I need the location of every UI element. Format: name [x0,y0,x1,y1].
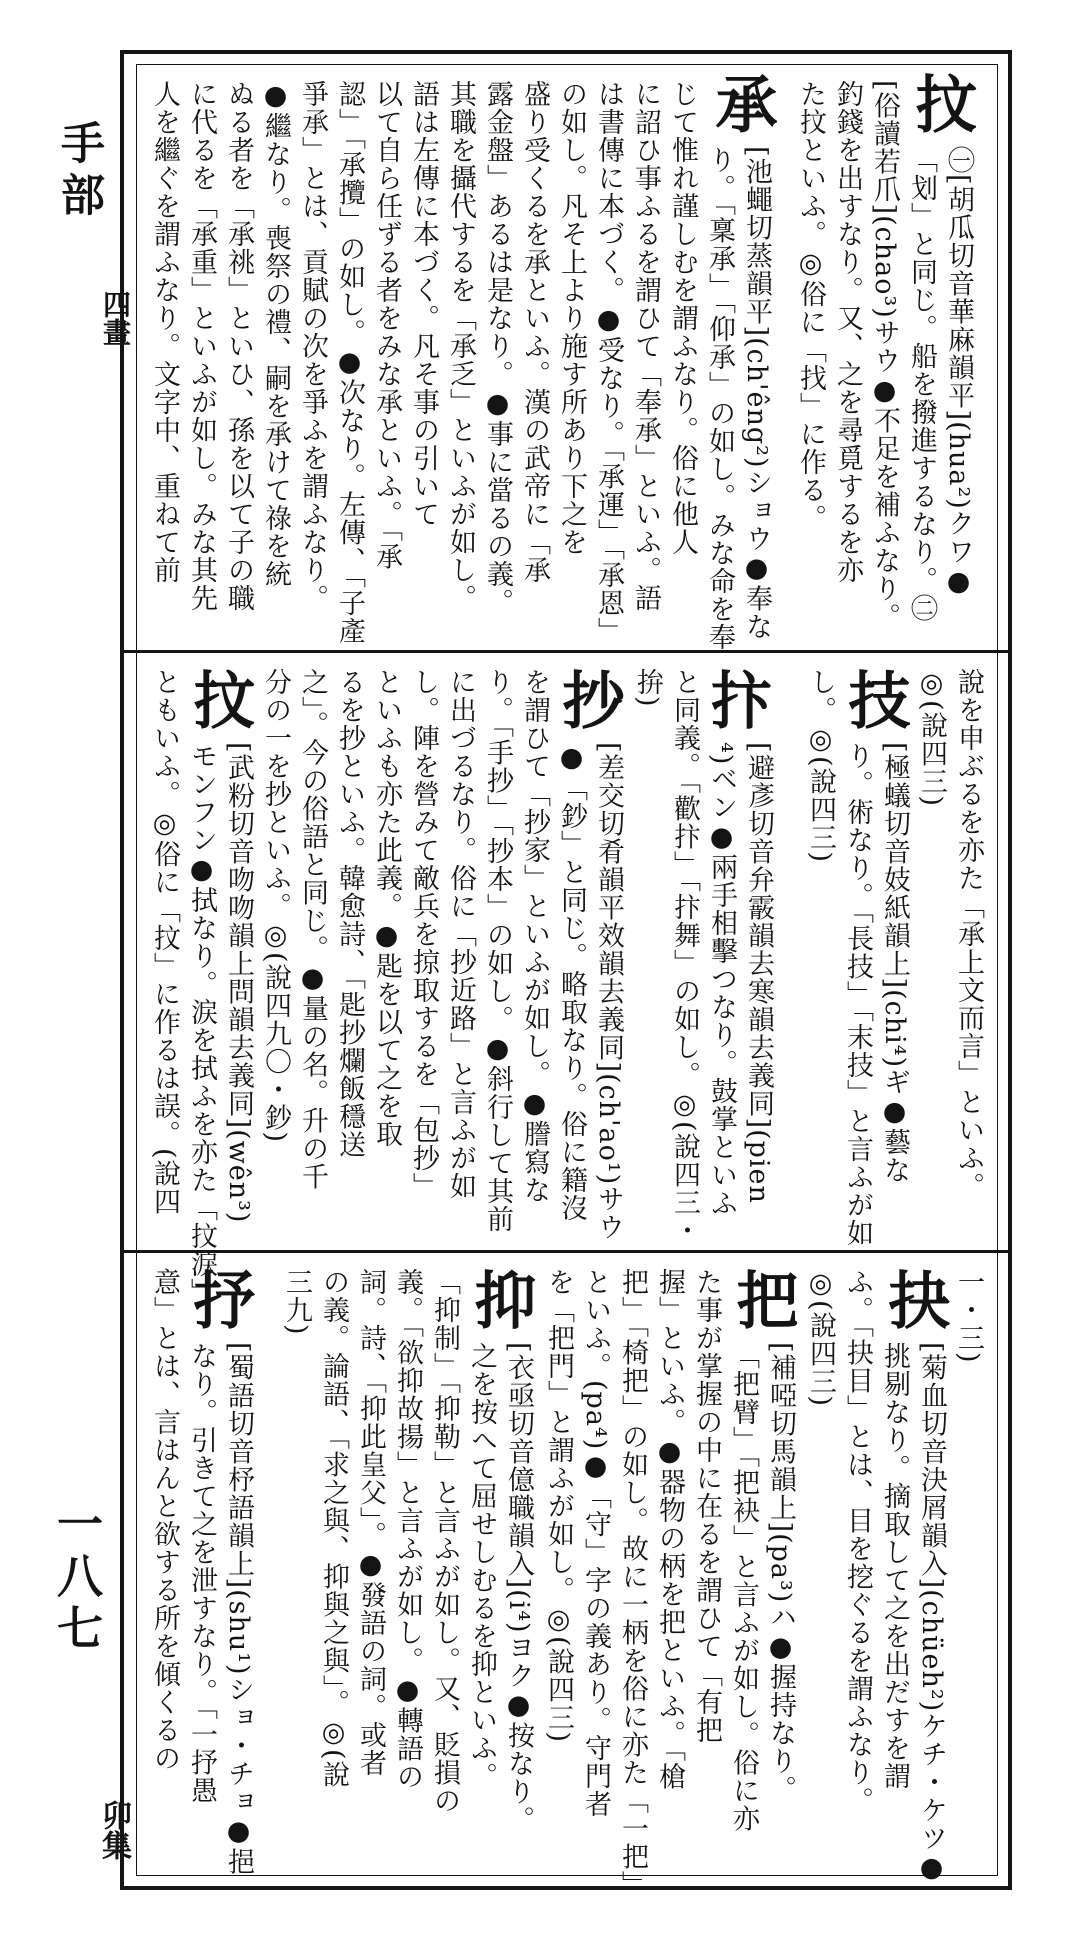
entry-head-chao: 抄 [552,668,625,730]
entry-line: [衣亟切音億職韻入](i⁴)ヨク●按なり。 [503,1342,534,1834]
entry-head-jue: 抉 [878,1268,951,1330]
section-divider [122,650,1010,653]
section-divider [122,1250,1010,1253]
entry-line: ぬる者を「承祧」といひ、孫を以て子の職 [223,80,254,612]
entry-line: に代るを「承重」といふが如し。みな其先 [186,80,217,612]
entry-line: 拚) [632,668,663,708]
page-number: 一八七 [50,1500,104,1656]
entry-line: 盛り受くるを承といふ。漢の武帝に「承 [519,80,550,584]
entry-line: 爭承」とは、貢賦の次を爭ふを謂ふなり。 [297,80,328,612]
entry-line: 其職を攝代するを「承乏」といふが如し。 [445,80,476,612]
entry-head-yi: 抑 [464,1268,537,1330]
entry-line: 「划」と同じ。船を撥進するなり。㊁ [906,146,937,622]
entry-head-shu: 抒 [183,1268,256,1330]
entry-line: の如し。凡そ上より施す所あり下之を [556,80,587,556]
entry-line: 露金盤」あるは是なり。●事に當るの義。 [482,80,513,616]
entry-line: 詞。詩、「抑此皇父」。●發語の詞。或者 [355,1268,386,1777]
entry-head-bian: 抃 [700,668,773,730]
entry-line: に詔ひ事ふるを謂ひて「奉承」といふ。語 [630,80,661,612]
entry-line: 以て自ら任ずる者をみな承といふ。「承 [371,80,402,571]
entry-line: ◎(說四三) [916,668,947,808]
entry-head-cheng: 承 [705,72,778,134]
entry-line: ●「鈔」と同じ。略取なり。俗に籍沒 [556,742,587,1222]
entry-line: ふ。「抉目」とは、目を挖ぐるを謂ふなり。 [842,1268,873,1815]
entry-line: 三九) [281,1268,312,1336]
entry-line: なり。引きて之を泄すなり。「一抒愚 [186,1342,217,1805]
entry-line: 之」。今の俗語と同じ。●量の名。升の千 [297,668,328,1191]
entry-head-ba: 把 [726,1268,799,1330]
entry-line: 認」「承攬」の如し。●次なり。左傳、「子產 [334,80,365,645]
entry-line: [武粉切音吻吻韻上問韻去義同](wên³) [223,742,254,1224]
entry-line: [差交切肴韻平效韻去義同](ch'ao¹)サウ [593,742,624,1242]
entry-line: [極蟻切音妓紙韻上](chi⁴)ギ●藝な [879,742,910,1185]
entry-line: 釣錢を出すなり。又、之を尋覓するを亦 [832,80,863,584]
entry-line: 之を按へて屈せしむるを抑といふ。 [466,1342,497,1790]
entry-line: を謂ひて「抄家」といふが如し。●謄寫な [519,668,550,1204]
entry-line: に出づるなり。俗に「抄近路」と言ふが如 [445,668,476,1200]
entry-line: といふ。(pa⁴)●「守」字の義あり。守門者 [580,1268,611,1819]
entry-line: モンフン●拭なり。涙を拭ふを亦た「抆淚」 [186,742,217,1306]
entry-line: [避彥切音弁霰韻去寒韻去義同](pien [743,742,774,1204]
entry-line: 把」「椅把」の如し。故に一柄を俗に亦た「一把」 [617,1268,648,1899]
entry-line: し。◎(說四三) [805,668,836,864]
entry-line: り。「手抄」「抄本」の如し。●斜行して其前 [482,668,513,1233]
entry-line: た抆といふ。◎俗に「找」に作る。 [795,80,826,532]
entry-line: と同義。「歡抃」「抃舞」の如し。◎(說四三・ [669,668,700,1245]
entry-line: ㊀[胡瓜切音華麻韻平](hua²)クワ● [943,146,974,598]
entry-line: 說を申ぶるを亦た「承上文而言」といふ。 [953,668,984,1200]
volume-label: 卯集 [96,1800,131,1860]
entry-line: 分の一を抄といふ。◎(說四九〇・鈔) [260,668,291,1144]
entry-line: ◎(說四三) [805,1268,836,1408]
entry-line: といふも亦た此義。●匙を以て之を取 [371,668,402,1148]
entry-line: は書傳に本づく。●受なり。「承運」「承恩」 [593,80,624,645]
stroke-count-label: 四畫 [99,290,132,346]
entry-line: 人を繼ぐを謂ふなり。文字中、重ねて前 [149,80,180,584]
entry-line: し。陣を營みて敵兵を掠取するを「包抄」 [408,668,439,1200]
entry-line: [蜀語切音杼語韻上](shu¹)ショ・チョ●挹 [223,1342,254,1876]
entry-line: [池蠅切蒸韻平](ch'êng²)ショウ●奉な [741,146,772,641]
entry-line: 一・三) [953,1268,984,1364]
entry-line: り。術なり。「長技」「末技」と言ふが如 [842,742,873,1247]
entry-line: ⁴)ベン●兩手相擊つなり。鼓掌といふ [706,742,737,1218]
entry-line: ●繼なり。喪祭の禮、嗣を承けて祿を統 [260,80,291,588]
entry-line: 「把臂」「把袂」と言ふが如し。俗に亦 [728,1342,759,1833]
entry-line: の義。論語、「求之與、抑與之與」。◎(說 [318,1268,349,1789]
entry-line: 語は左傳に本づく。凡そ事の引いて [408,80,439,528]
entry-line: [俗讀若爪](chao³)サウ●不足を補ふなり。 [869,80,900,631]
entry-line: 挑剔なり。摘取して之を出だすを謂 [879,1342,910,1790]
entry-line: り。「稟承」「仰承」の如し。みな命を奉 [704,146,735,651]
entry-line: 意」とは、言はんと欲する所を傾くるの [149,1268,180,1772]
entry-head-wen: 抆 [183,668,256,730]
entry-line: 握」といふ。●器物の柄を把といふ。「槍 [654,1268,685,1791]
entry-line: 義。「欲抑故揚」と言ふが如し。●轉語の [392,1268,423,1791]
entry-line: た事が掌握の中に在るを謂ひて「有把 [691,1268,722,1744]
entry-line: を「把門」と謂ふが如し。◎(說四三) [543,1268,574,1744]
radical-label: 手部 [53,120,104,224]
entry-line: [菊血切音決屑韻入](chüeh²)ケチ・ケツ● [916,1342,947,1885]
entry-head-ji: 技 [838,668,911,730]
entry-line: ともいふ。◎俗に「抆」に作るは誤。(說四 [149,668,180,1216]
entry-line: じて惟れ謹しむを謂ふなり。俗に他人 [667,80,698,556]
entry-line: 「抑制」「抑勒」と言ふが如し。又、貶損の [429,1268,460,1815]
entry-line: [補啞切馬韻上](pa³)ハ●握持なり。 [765,1342,796,1804]
entry-head-zhao: 抆 [905,72,978,134]
entry-line: るを抄といふ。韓愈詩、「匙抄爛飯穩送 [334,668,365,1159]
